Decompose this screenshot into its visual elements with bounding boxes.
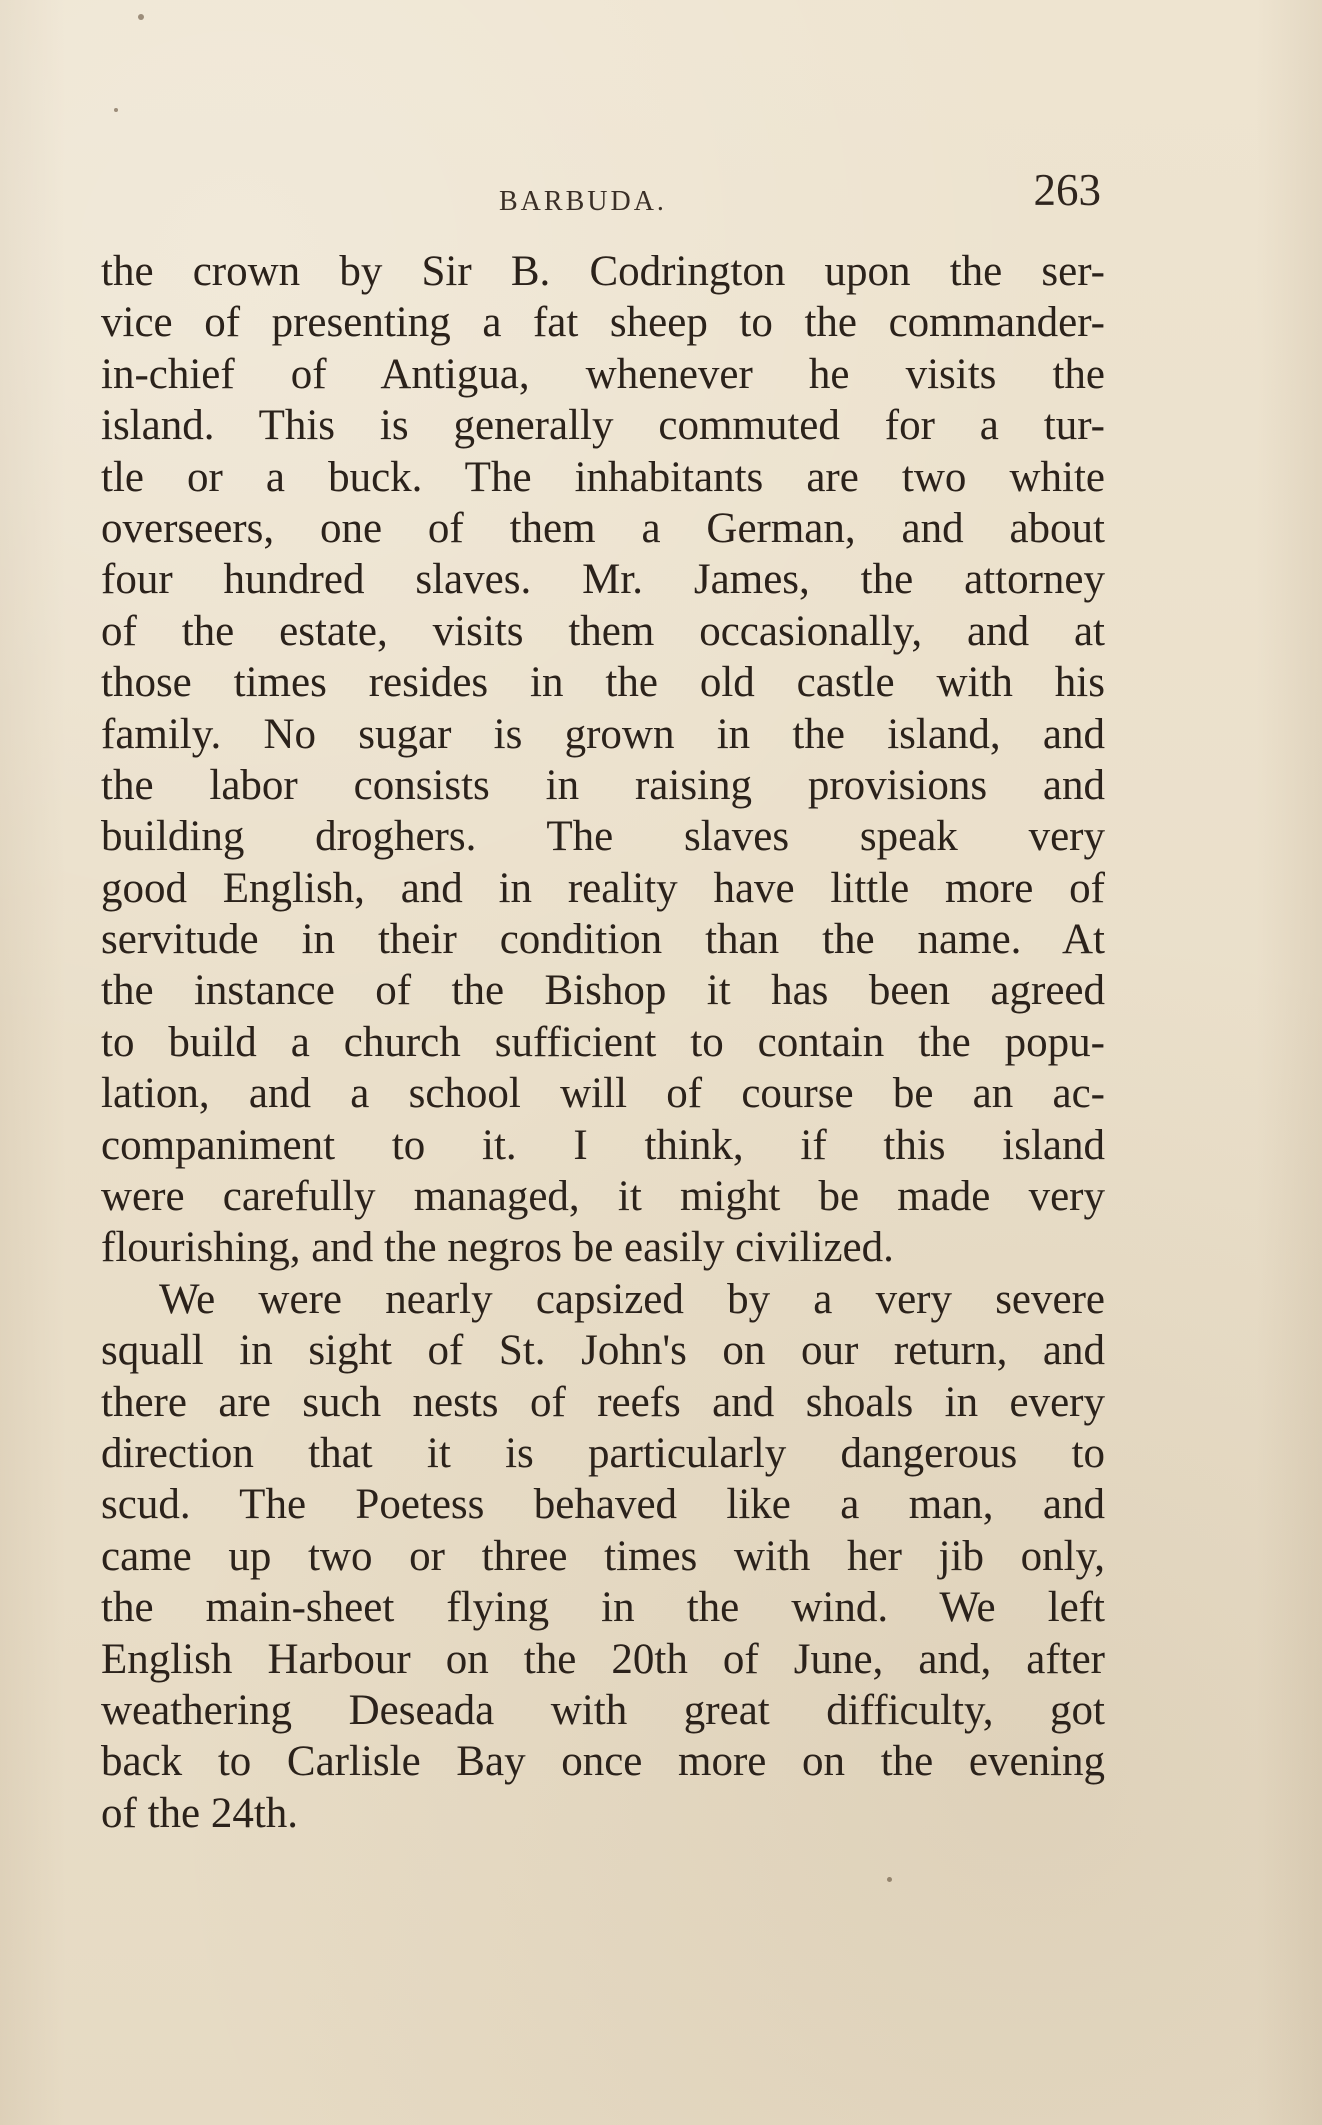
- text-line: squall in sight of St. John's on our return, and: [101, 1327, 1105, 1375]
- text-line: the crown by Sir B. Codrington upon the ser-: [101, 248, 1105, 295]
- text-line: overseers, one of them a German, and about: [101, 504, 1105, 552]
- body-text: [101, 246, 1105, 1839]
- text-line: of the 24th.: [101, 1789, 299, 1837]
- text-line: island. This is generally commuted for a tur-: [101, 402, 1105, 450]
- text-line: of the estate, visits them occasionally, and at: [101, 607, 1105, 655]
- text-line: direction that it is particularly dangerous to: [101, 1429, 1105, 1477]
- page-header: [103, 164, 1103, 220]
- text-line: the instance of the Bishop it has been agreed: [101, 967, 1105, 1015]
- paragraph: [101, 246, 1105, 1274]
- text-line: weathering Deseada with great difficulty, got: [101, 1686, 1105, 1734]
- text-line: back to Carlisle Bay once more on the evening: [101, 1738, 1105, 1786]
- text-line: to build a church sufficient to contain the popu-: [101, 1018, 1105, 1066]
- paper-speck: [138, 14, 144, 20]
- running-head: BARBUDA.: [499, 186, 667, 217]
- text-line: came up two or three times with her jib only,: [101, 1532, 1105, 1580]
- paper-speck: [887, 1877, 892, 1882]
- paper-speck: [114, 108, 118, 112]
- text-line: there are such nests of reefs and shoals in every: [101, 1378, 1105, 1426]
- page-number: 263: [1033, 165, 1101, 215]
- paragraph: [101, 1274, 1105, 1839]
- text-line: good English, and in reality have little more of: [101, 864, 1105, 912]
- text-line: those times resides in the old castle with his: [101, 659, 1105, 707]
- text-line: English Harbour on the 20th of June, and, after: [101, 1635, 1105, 1683]
- text-line: four hundred slaves. Mr. James, the attorney: [101, 556, 1105, 604]
- text-line: the main-sheet flying in the wind. We left: [101, 1584, 1105, 1632]
- text-line: servitude in their condition than the name. At: [101, 916, 1105, 964]
- text-line: scud. The Poetess behaved like a man, and: [101, 1481, 1105, 1529]
- text-line: building droghers. The slaves speak very: [101, 813, 1105, 861]
- text-line: the labor consists in raising provisions and: [101, 761, 1105, 809]
- text-line: tle or a buck. The inhabitants are two white: [101, 453, 1105, 501]
- text-line: flourishing, and the negros be easily civilized.: [101, 1224, 894, 1272]
- text-line: were carefully managed, it might be made very: [101, 1173, 1105, 1221]
- text-line: family. No sugar is grown in the island, and: [101, 710, 1105, 758]
- text-line: companiment to it. I think, if this island: [101, 1121, 1105, 1169]
- text-line: in-chief of Antigua, whenever he visits the: [101, 350, 1105, 398]
- text-line: vice of presenting a fat sheep to the commander-: [101, 299, 1105, 347]
- text-line: We were nearly capsized by a very severe: [159, 1275, 1105, 1323]
- text-line: lation, and a school will of course be an ac-: [101, 1070, 1105, 1118]
